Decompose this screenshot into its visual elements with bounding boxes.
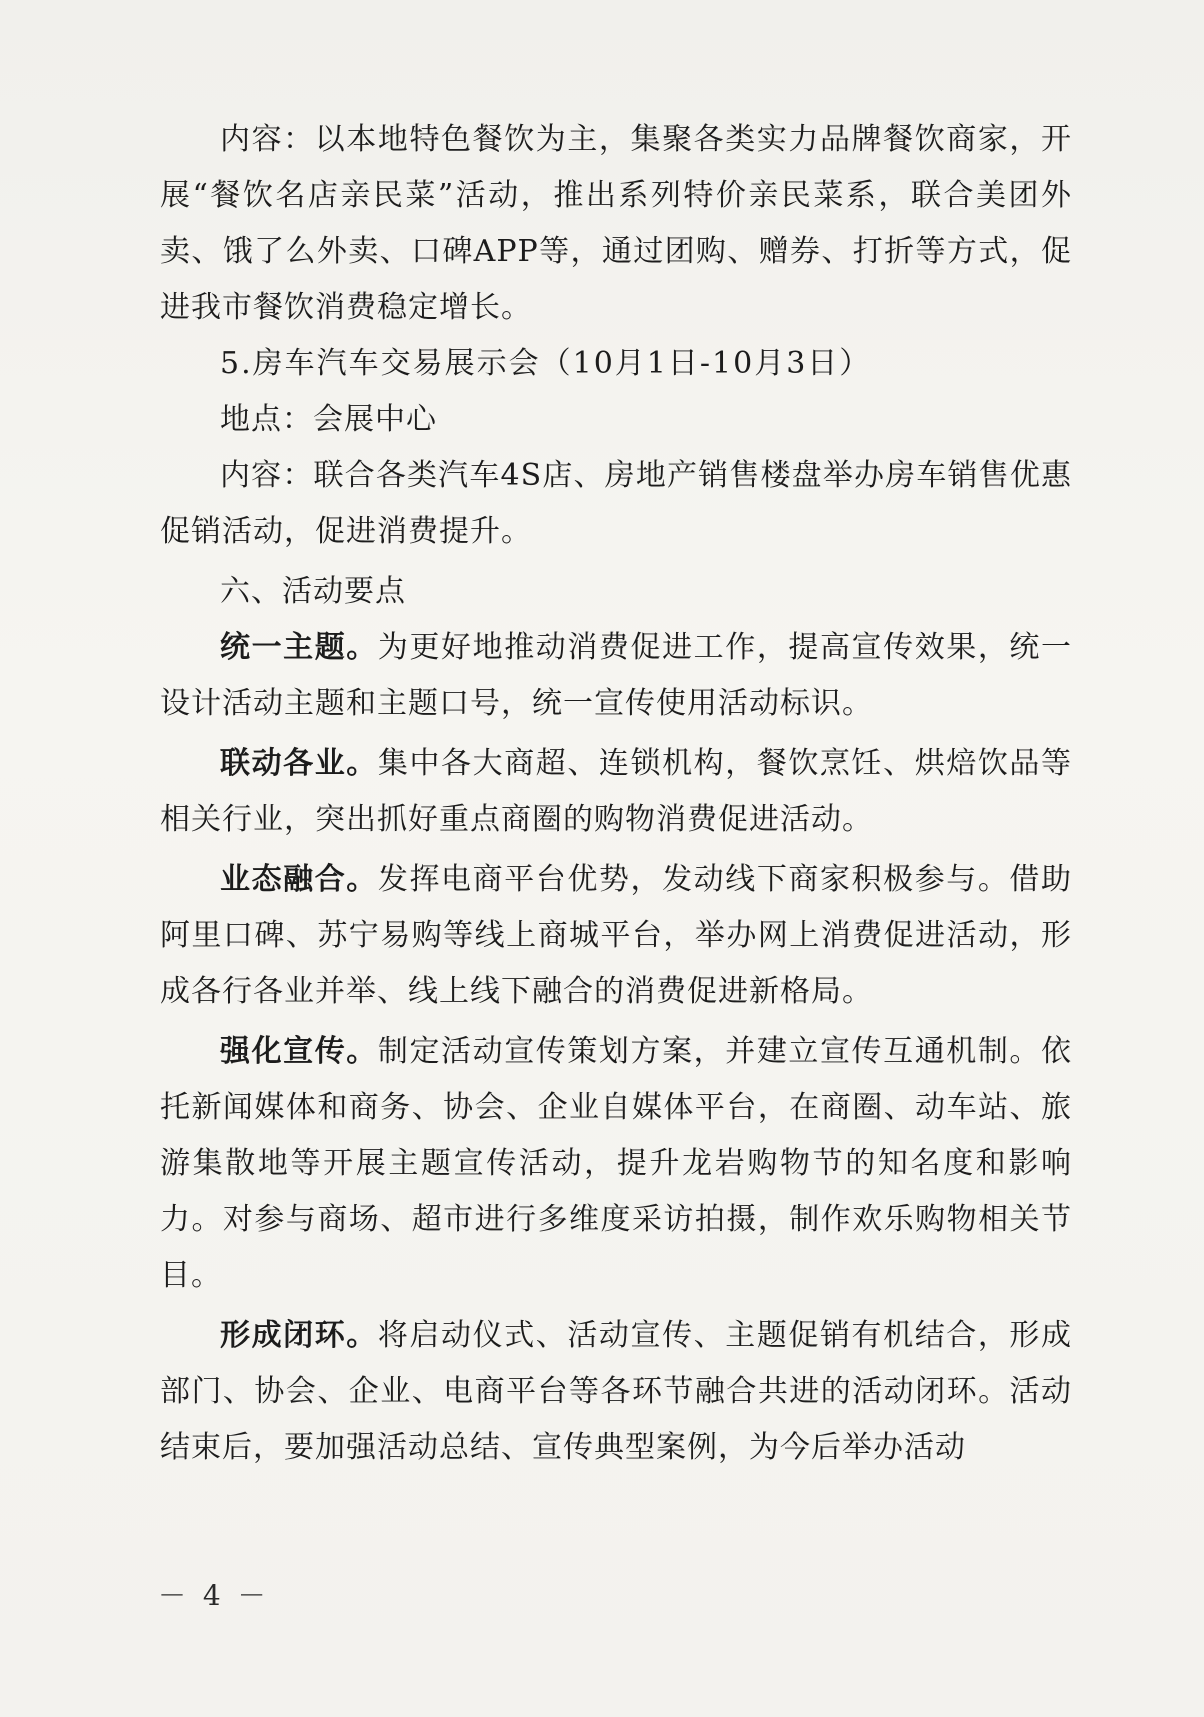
content-label: 内容： [220, 122, 315, 157]
point-title: 强化宣传。 [220, 1034, 378, 1069]
page-number: － 4 － [158, 1579, 270, 1612]
content-text: 以本地特色餐饮为主，集聚各类实力品牌餐饮商家，开展“餐饮名店亲民菜”活动，推出系列特价亲民菜系，联合美团外卖、饿了么外卖、口碑APP等，通过团购、赠券、打折等方式，促进我市餐饮消费稳定增长。 [160, 122, 1073, 325]
point-unified-theme [160, 620, 1072, 732]
point-text: 发挥电商平台优势，发动线下商家积极参与。借助阿里口碑、苏宁易购等线上商城平台，举办网上消费促进活动，形成各行各业并举、线上线下融合的消费促进新格局。 [160, 862, 1073, 1009]
section-6-title: 六、活动要点 [220, 574, 406, 609]
content-label: 内容： [220, 458, 314, 493]
point-linked-industries [160, 736, 1072, 848]
point-text: 制定活动宣传策划方案，并建立宣传互通机制。依托新闻媒体和商务、协会、企业自媒体平台，在商圈、动车站、旅游集散地等开展主题宣传活动，提升龙岩购物节的知名度和影响力。对参与商场、超市进行多维度采访拍摄，制作欢乐购物相关节目。 [160, 1034, 1073, 1293]
point-text: 将启动仪式、活动宣传、主题促销有机结合，形成部门、协会、企业、电商平台等各环节融合共进的活动闭环。活动结束后，要加强活动总结、宣传典型案例，为今后举办活动 [160, 1318, 1073, 1465]
point-text: 集中各大商超、连锁机构，餐饮烹饪、烘焙饮品等相关行业，突出抓好重点商圈的购物消费促进活动。 [160, 746, 1073, 837]
location-paragraph [160, 392, 1072, 448]
document-body [160, 112, 1072, 1476]
content-text: 联合各类汽车4S店、房地产销售楼盘举办房车销售优惠促销活动，促进消费提升。 [160, 458, 1073, 549]
point-text: 为更好地推动消费促进工作，提高宣传效果，统一设计活动主题和主题口号，统一宣传使用活动标识。 [160, 630, 1073, 721]
content-paragraph-catering [160, 112, 1072, 336]
point-title: 联动各业。 [220, 746, 378, 781]
point-business-integration [160, 852, 1072, 1020]
point-strengthen-publicity [160, 1024, 1072, 1304]
point-closed-loop [160, 1308, 1072, 1476]
point-title: 业态融合。 [220, 862, 378, 897]
section-5-title: 5.房车汽车交易展示会（10月1日-10月3日） [220, 346, 872, 381]
content-paragraph-rv-auto [160, 448, 1072, 560]
location-text: 会展中心 [313, 402, 437, 437]
point-title: 统一主题。 [220, 630, 378, 665]
location-label: 地点： [220, 402, 313, 437]
point-title: 形成闭环。 [220, 1318, 378, 1353]
